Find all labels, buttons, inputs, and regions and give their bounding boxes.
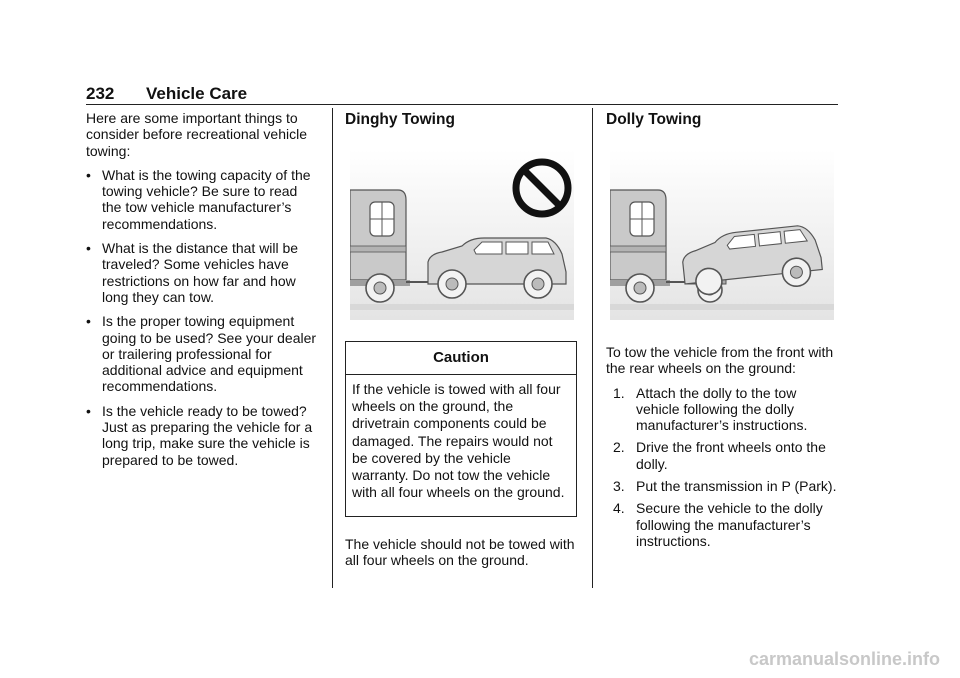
bullet-marker: •	[86, 240, 91, 257]
dinghy-footer	[345, 536, 585, 577]
bullet-marker: •	[86, 166, 91, 183]
step-number: 2.	[613, 439, 625, 456]
bullet-text: What is the towing capacity of the towing vehicle? Be sure to read the tow vehicle manufacturer’s recommendations.	[102, 166, 311, 232]
bullet-marker: •	[86, 402, 91, 419]
bullet-text: Is the proper towing equipment going to be used? See your dealer or trailering professional for additional advice and equipment recommendations.	[102, 313, 317, 395]
dinghy-towing-illustration	[350, 150, 574, 320]
step-text: Attach the dolly to the tow vehicle following the dolly manufacturer’s instructions.	[636, 384, 808, 434]
bullet-item	[86, 403, 320, 468]
list-item	[606, 385, 838, 434]
step-number: 3.	[613, 478, 625, 495]
list-item	[606, 439, 838, 472]
caution-text: If the vehicle is towed with all four wheels on the ground, the drivetrain components could be damaged. The repairs would not be covered by the vehicle warranty. Do not tow the vehicle with all four wheels on the ground.	[352, 381, 565, 501]
bullet-item	[86, 240, 320, 305]
bullet-text: What is the distance that will be traveled? Some vehicles have restrictions on how far and how long they can tow.	[102, 240, 299, 305]
dolly-intro: To tow the vehicle from the front with the rear wheels on the ground:	[606, 344, 834, 377]
dinghy-footer-text: The vehicle should not be towed with all four wheels on the ground.	[345, 536, 575, 569]
dolly-towing-illustration	[610, 150, 834, 320]
caution-box	[345, 341, 577, 517]
step-number: 4.	[613, 500, 625, 517]
watermark: carmanualsonline.info	[748, 649, 940, 669]
dolly-towing-heading: Dolly Towing	[606, 111, 702, 128]
bullet-text: Is the vehicle ready to be towed? Just as preparing the vehicle for a long trip, make sure the vehicle is prepared to be towed.	[102, 402, 313, 468]
bullet-item	[86, 313, 320, 394]
intro-paragraph: Here are some important things to consider before recreational vehicle towing:	[86, 110, 308, 159]
header-rule	[86, 104, 838, 105]
list-item	[606, 478, 838, 494]
step-text: Drive the front wheels onto the dolly.	[636, 439, 826, 472]
column-1	[86, 110, 320, 476]
step-text: Put the transmission in P (Park).	[636, 478, 837, 495]
bullet-marker: •	[86, 313, 91, 330]
column-divider-1	[332, 108, 333, 588]
column-divider-2	[592, 108, 593, 588]
page-header	[86, 84, 838, 106]
list-item	[606, 500, 838, 549]
caution-title: Caution	[346, 342, 576, 375]
column-3-text	[606, 344, 838, 555]
bullet-item	[86, 167, 320, 232]
dolly-steps	[606, 385, 838, 550]
dinghy-towing-heading: Dinghy Towing	[345, 111, 455, 128]
step-text: Secure the vehicle to the dolly following the manufacturer’s instructions.	[636, 500, 823, 549]
step-number: 1.	[613, 384, 625, 401]
page-number: 232	[86, 84, 115, 103]
section-title: Vehicle Care	[146, 84, 248, 103]
